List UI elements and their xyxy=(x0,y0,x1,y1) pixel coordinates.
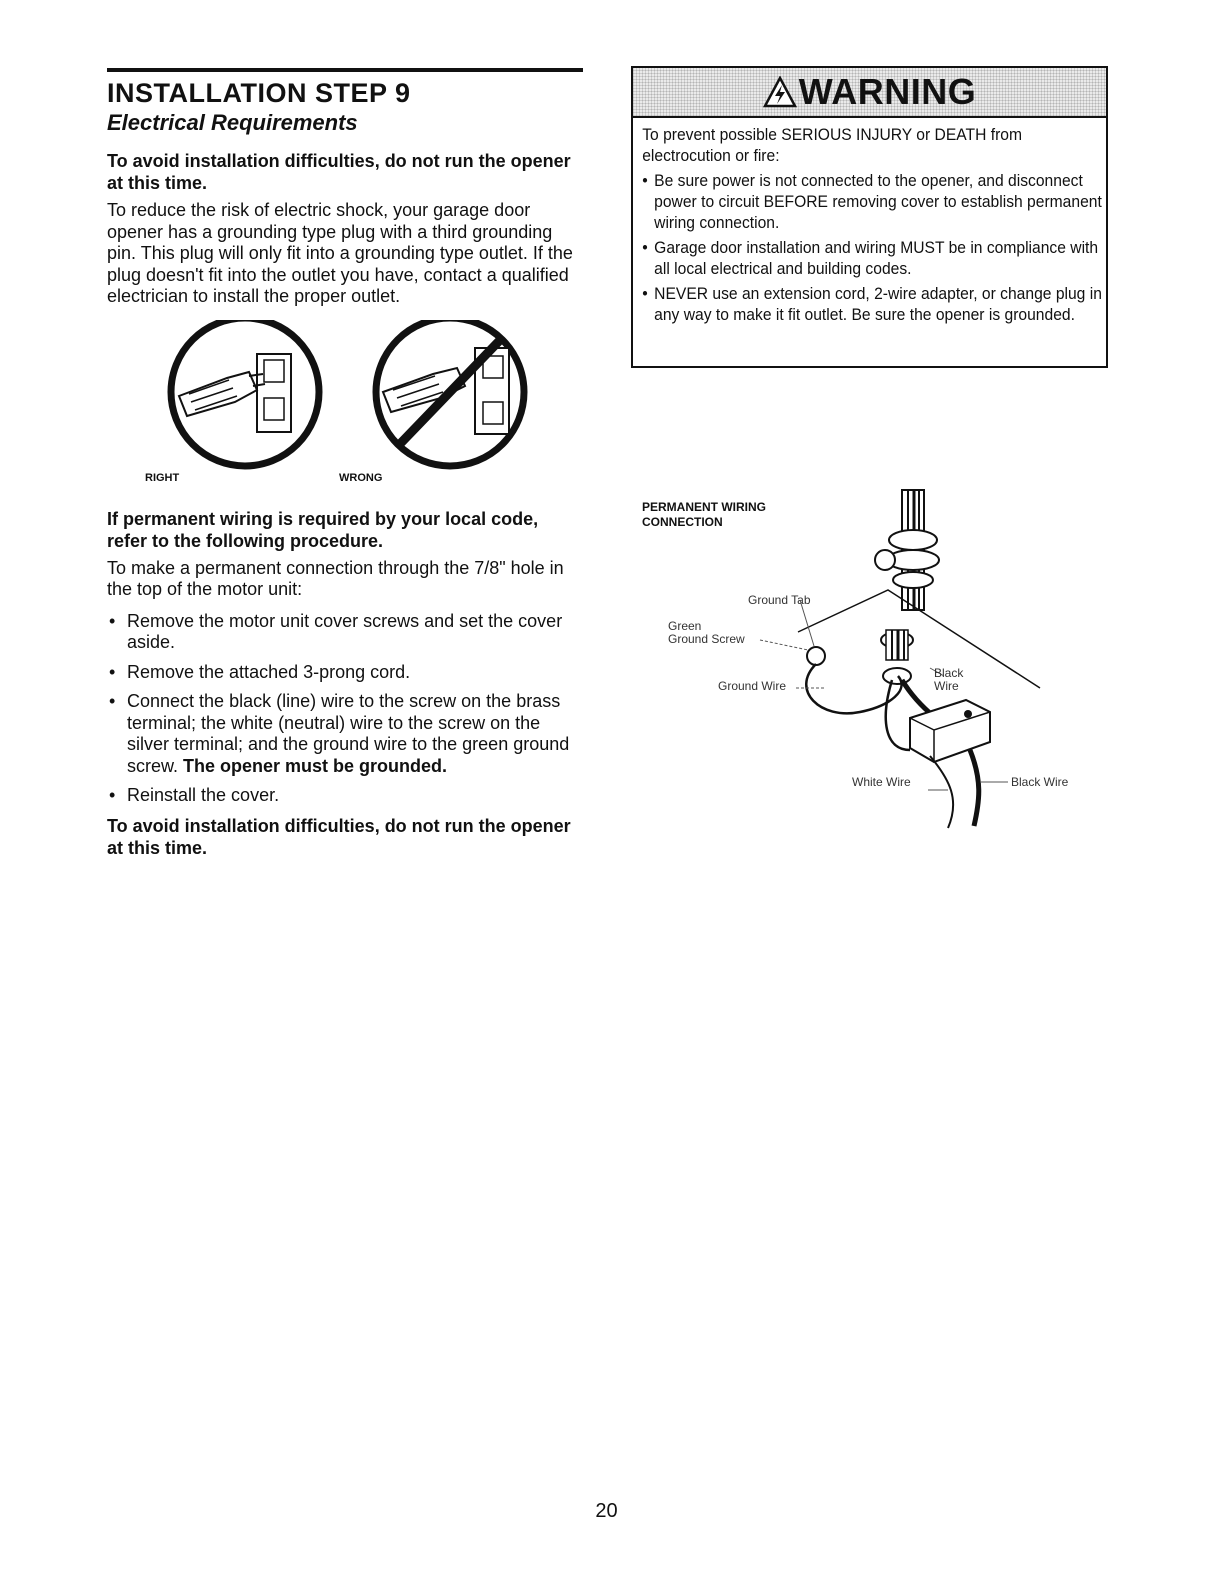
warning-header xyxy=(633,68,1106,118)
wiring-figure xyxy=(630,480,1090,840)
procedure-intro: To make a permanent connection through the 7/8" hole in the top of the motor unit: xyxy=(107,557,564,599)
right-plug-icon xyxy=(171,320,319,466)
wrong-plug-icon xyxy=(376,320,524,466)
left-column xyxy=(107,68,583,865)
warning-box xyxy=(631,66,1108,368)
closing-caution: To avoid installation difficulties, do not run the opener at this time. xyxy=(107,815,571,858)
procedure-step: • Remove the attached 3-prong cord. xyxy=(107,662,583,684)
procedure-heading: If permanent wiring is required by your local code, refer to the following procedure. xyxy=(107,508,539,551)
procedure-step xyxy=(107,691,583,777)
warning-list xyxy=(642,170,1102,325)
warning-item: • Garage door installation and wiring MUST be in compliance with all local electrical and building codes. xyxy=(642,237,1102,279)
page-number: 20 xyxy=(595,1500,618,1522)
step-title: INSTALLATION STEP 9 xyxy=(107,68,583,108)
grounded-emphasis: The opener must be grounded. xyxy=(183,755,448,776)
terminal-block-icon xyxy=(910,700,990,762)
grounding-paragraph: To reduce the risk of electric shock, your garage door opener has a grounding type plug with a third grounding pin. This plug will only fit into a grounding type outlet. If the plug doesn't fit into the outlet you have, contact a qualified electrician to install the proper outlet. xyxy=(107,200,573,306)
procedure-step: • Reinstall the cover. xyxy=(107,785,583,807)
ground-wire-label: Ground Wire xyxy=(718,679,787,693)
outlet-illustration xyxy=(107,320,583,490)
warning-title: WARNING xyxy=(798,71,977,112)
section-subtitle: Electrical Requirements xyxy=(107,110,358,135)
warning-body xyxy=(633,118,1111,325)
warning-item: • Be sure power is not connected to the opener, and disconnect power to circuit BEFORE removing cover to establish permanent wiring connection. xyxy=(642,170,1102,233)
procedure-steps xyxy=(107,611,583,807)
caution-text: To avoid installation difficulties, do not run the opener at this time. xyxy=(107,151,571,193)
outlet-figure xyxy=(107,320,583,490)
warning-intro: To prevent possible SERIOUS INJURY or DEATH from electrocution or fire: xyxy=(642,125,1023,165)
black-wire-label-short: Wire xyxy=(934,679,959,693)
white-wire-label: White Wire xyxy=(852,775,911,789)
right-label: RIGHT xyxy=(145,471,180,484)
step-text: Connect the black (line) wire to the screw on the brass terminal; the white (neutral) wire to the screw on the silver terminal; and the ground wire to the green ground screw. xyxy=(127,691,570,776)
ground-screw-icon xyxy=(807,647,825,665)
black-label: Black xyxy=(934,666,964,680)
wiring-title: PERMANENT WIRING xyxy=(642,500,766,514)
green-label: Green xyxy=(668,619,702,633)
wiring-title-line2: CONNECTION xyxy=(642,515,723,529)
warning-item: • NEVER use an extension cord, 2-wire adapter, or change plug in any way to make it fit outlet. Be sure the opener is grounded. xyxy=(642,283,1102,325)
warning-triangle-icon xyxy=(763,76,797,108)
grommet-icon xyxy=(881,630,913,684)
black-wire-label: Black Wire xyxy=(1011,775,1069,789)
procedure-step: • Remove the motor unit cover screws and set the cover aside. xyxy=(107,611,583,654)
wrong-label: WRONG xyxy=(339,471,383,484)
ground-tab-label: Ground Tab xyxy=(748,593,811,607)
green-ground-screw-label: Ground Screw xyxy=(668,632,745,646)
